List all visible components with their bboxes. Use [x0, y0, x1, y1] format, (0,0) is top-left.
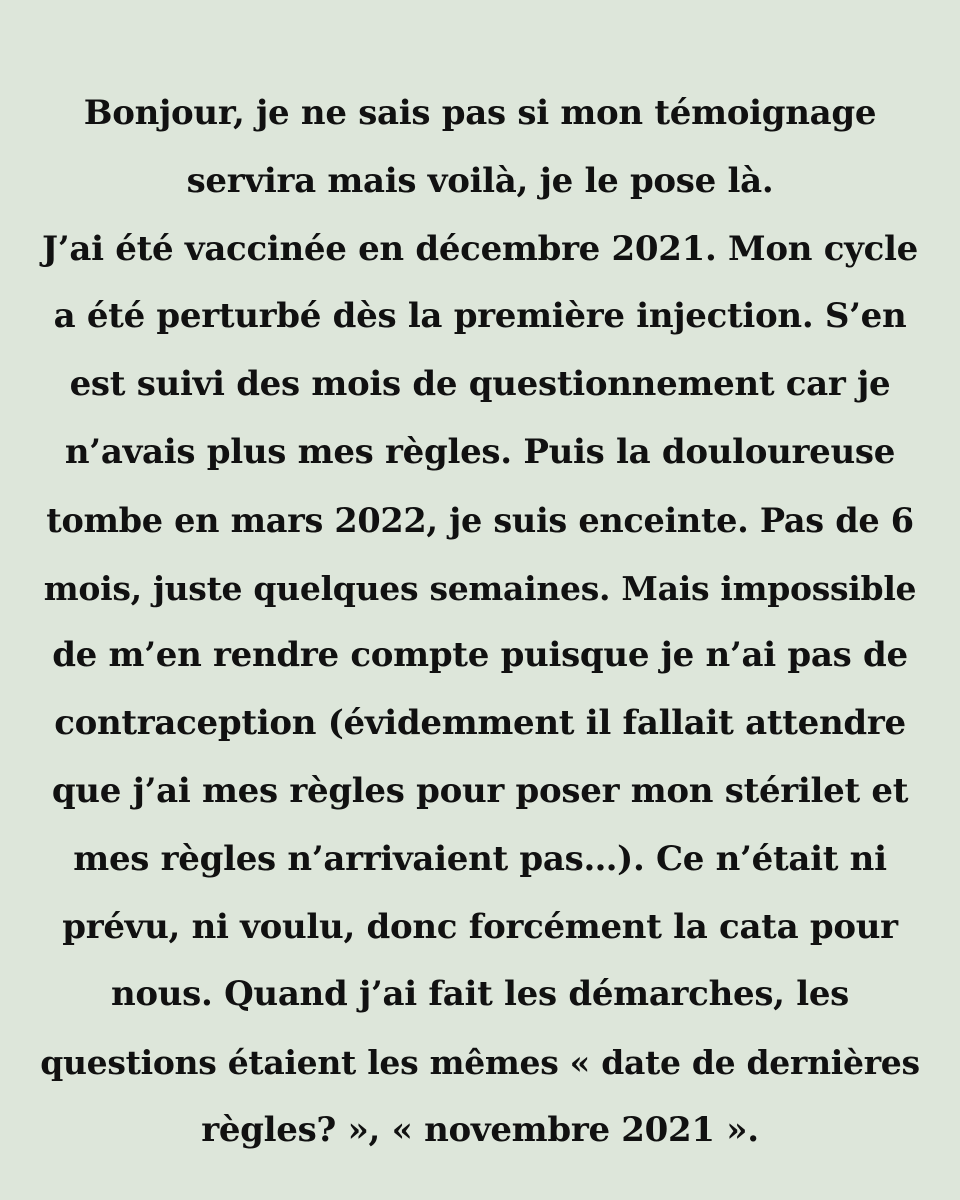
testimony-line: a été perturbé dès la première injection. S’en — [53, 296, 907, 337]
testimony-text — [40, 80, 920, 1165]
testimony-line: règles? », « novembre 2021 ». — [201, 1109, 759, 1150]
testimony-line: de m’en rendre compte puisque je n’ai pas de — [52, 635, 908, 676]
testimony-line: prévu, ni voulu, donc forcément la cata pour — [62, 906, 898, 947]
testimony-line: n’avais plus mes règles. Puis la douloureuse — [64, 431, 896, 472]
testimony-line: tombe en mars 2022, je suis enceinte. Pas de 6 — [46, 500, 914, 540]
testimony-line: mois, juste quelques semaines. Mais impossible — [43, 568, 917, 608]
testimony-line: questions étaient les mêmes « date de dernières — [40, 1043, 920, 1083]
testimony-line: servira mais voilà, je le pose là. — [186, 160, 774, 201]
testimony-line: nous. Quand j’ai fait les démarches, les — [110, 974, 850, 1015]
testimony-line: mes règles n’arrivaient pas…). Ce n’était ni — [73, 838, 887, 879]
testimony-line: Bonjour, je ne sais pas si mon témoignage — [83, 93, 877, 133]
testimony-line: contraception (évidemment il fallait attendre — [54, 703, 906, 744]
testimony-line: que j’ai mes règles pour poser mon stérilet et — [51, 770, 909, 811]
testimony-line: est suivi des mois de questionnement car je — [69, 364, 891, 405]
testimony-line: J’ai été vaccinée en décembre 2021. Mon cycle — [42, 228, 918, 269]
